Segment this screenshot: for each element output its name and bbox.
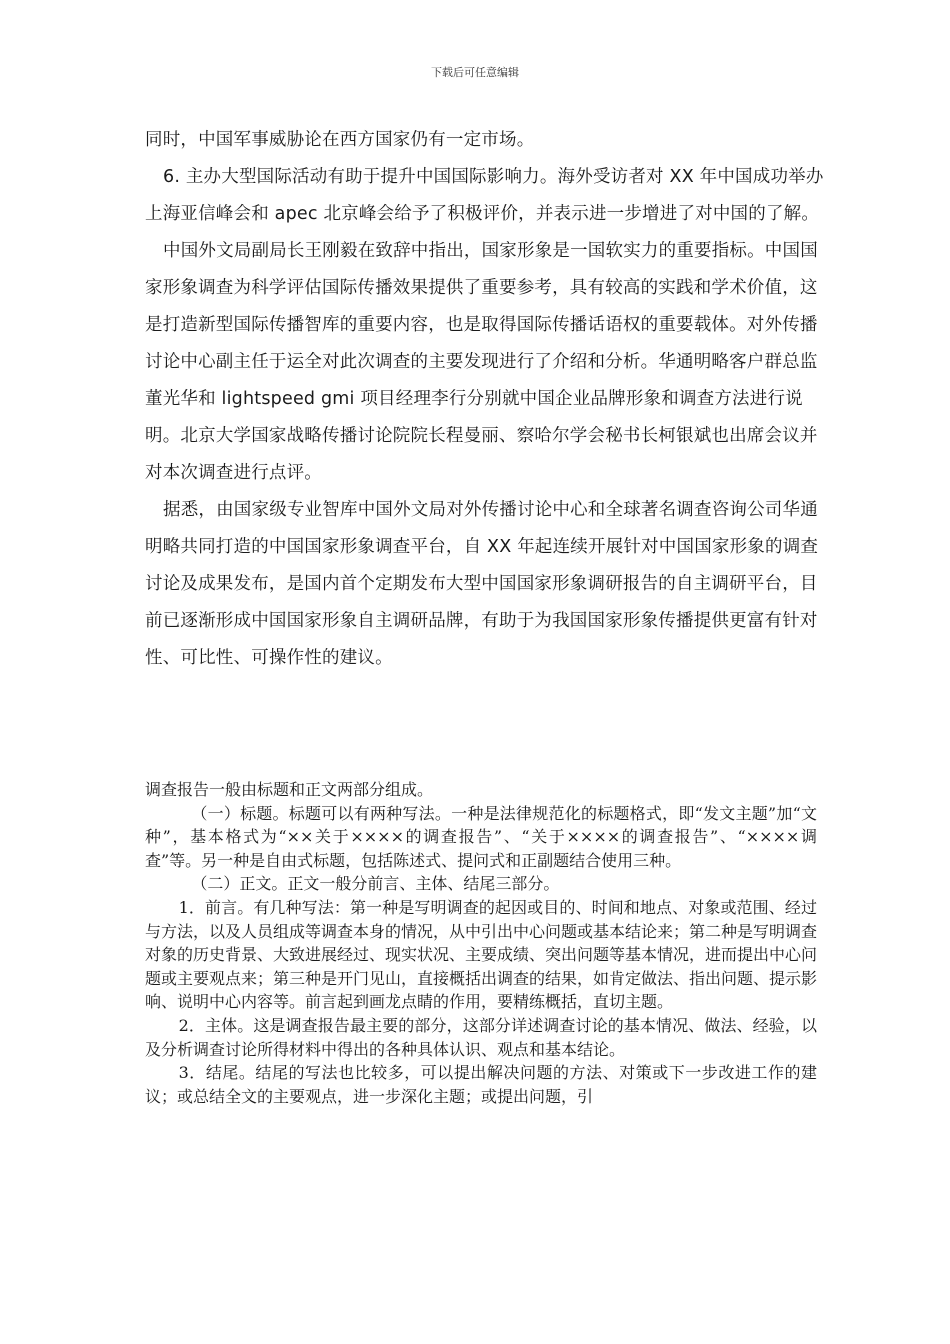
guide-body-section: （二）正文。正文一般分前言、主体、结尾三部分。	[191, 874, 560, 894]
paragraph-speech: 中国外文局副局长王刚毅在致辞中指出，国家形象是一国软实力的重要指标。中国国家形象调查为科学评估国际传播效果提供了重要参考，具有较高的实践和学术价值，这是打造新型国际传播智库的重要内容，也是取得国际传播话语权的重要载体。对外传播讨论中心副主任于运全对此次调查的主要发现进行了介绍和分析。华通明略客户群总监董光华和 lightspeed gmi 项目经理李行分别就中国企业品牌形象和调查方法进行说明。北京大学国家战略传播讨论院院长程曼丽、察哈尔学会秘书长柯银斌也出席会议并对本次调查进行点评。	[145, 241, 818, 483]
guide-item-ending: 3．结尾。结尾的写法也比较多，可以提出解决问题的方法、对策或下一步改进工作的建议；或总结全文的主要观点，进一步深化主题；或提出问题，引	[145, 1063, 817, 1106]
guide-item-main: 2．主体。这是调查报告最主要的部分，这部分详述调查讨论的基本情况、做法、经验，以及分析调查讨论所得材料中得出的各种具体认识、观点和基本结论。	[145, 1015, 817, 1059]
article-body	[145, 122, 825, 677]
paragraph-platform: 据悉，由国家级专业智库中国外文局对外传播讨论中心和全球著名调查咨询公司华通明略共同打造的中国国家形象调查平台，自 XX 年起连续开展针对中国国家形象的调查讨论及成果发布，是国内首个定期发布大型中国国家形象调研报告的自主调研平台，目前已逐渐形成中国国家形象自主调研品牌，有助于为我国国家形象传播提供更富有针对性、可比性、可操作性的建议。	[145, 500, 819, 668]
paragraph-continuation: 同时，中国军事威胁论在西方国家仍有一定市场。	[145, 130, 535, 150]
guide-title-section: （一）标题。标题可以有两种写法。一种是法律规范化的标题格式，即“发文主题”加“文种”，基本格式为“××关于××××的调查报告”、“关于××××的调查报告”、“××××调查”等。另一种是自由式标题，包括陈述式、提问式和正副题结合使用三种。	[145, 803, 817, 870]
paragraph-point-6: 6. 主办大型国际活动有助于提升中国国际影响力。海外受访者对 XX 年中国成功举办上海亚信峰会和 apec 北京峰会给予了积极评价，并表示进一步增进了对中国的了解。	[145, 167, 824, 224]
page-header: 下载后可任意编辑	[431, 66, 519, 79]
guide-intro: 调查报告一般由标题和正文两部分组成。	[145, 780, 434, 799]
report-guide	[145, 778, 817, 1108]
guide-item-preface: 1．前言。有几种写法：第一种是写明调查的起因或目的、时间和地点、对象或范围、经过与方法，以及人员组成等调查本身的情况，从中引出中心问题或基本结论来；第二种是写明调查对象的历史背景、大致进展经过、现实状况、主要成绩、突出问题等基本情况，进而提出中心问题或主要观点来；第三种是开门见山，直接概括出调查的结果，如肯定做法、指出问题、提示影响、说明中心内容等。前言起到画龙点睛的作用，要精练概括，直切主题。	[145, 897, 818, 1012]
